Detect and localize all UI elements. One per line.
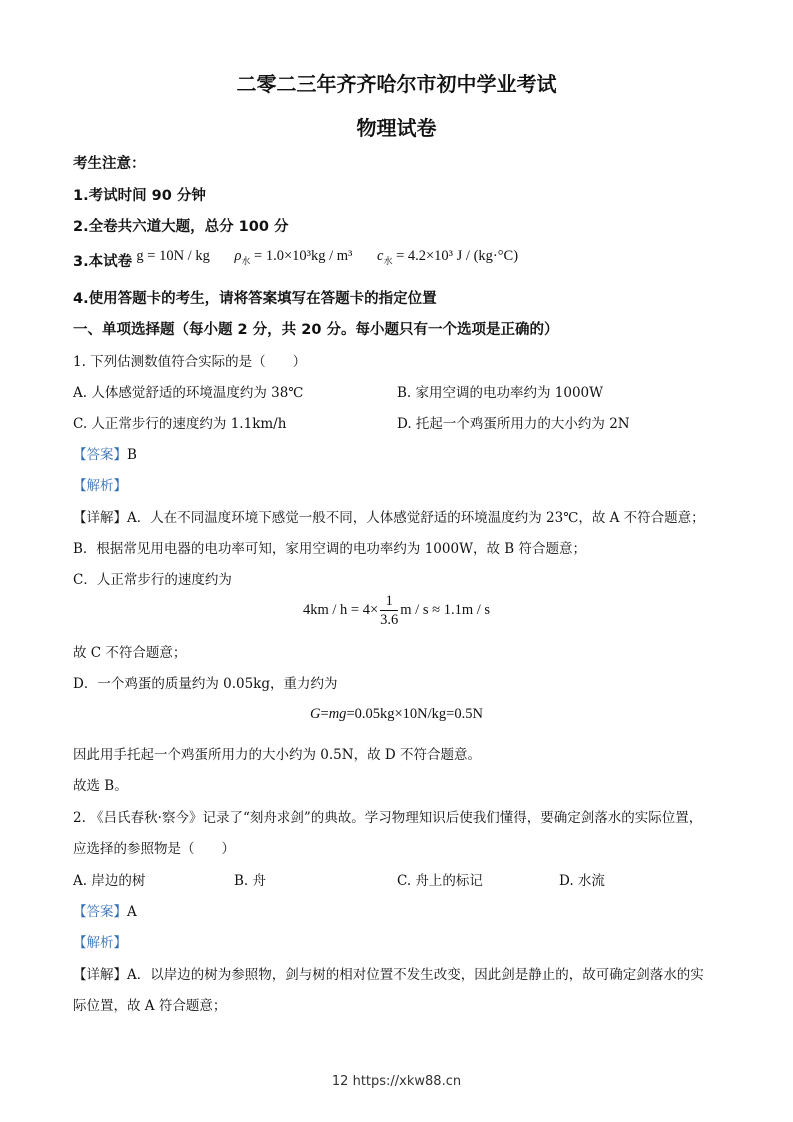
q1-option-c: C. 人正常步行的速度约为 1.1km/h: [73, 416, 287, 432]
note-item-3-prefix: 3.本试卷: [73, 254, 133, 270]
exam-subtitle: 物理试卷: [356, 116, 437, 140]
q1-stem: 1. 下列估测数值符合实际的是（ ）: [73, 354, 307, 370]
q1-detail-d2: 因此用手托起一个鸡蛋所用力的大小约为 0.5N，故 D 不符合题意。: [73, 747, 481, 763]
q1-option-a: A. 人体感觉舒适的环境温度约为 38℃: [73, 385, 304, 401]
notes-heading: 考生注意：: [73, 156, 146, 172]
q2-option-c: C. 舟上的标记: [397, 873, 483, 889]
note-item-2: 2.全卷共六道大题，总分 100 分: [73, 219, 289, 235]
q2-stem-line2: 应选择的参照物是（ ）: [73, 841, 235, 857]
q2-answer: 【答案】A: [73, 904, 137, 920]
q1-option-d: D. 托起一个鸡蛋所用力的大小约为 2N: [397, 416, 630, 432]
q2-stem-line1: 2. 《吕氏春秋·察今》记录了“刻舟求剑”的典故。学习物理知识后使我们懂得，要确定剑落水的实际位置，: [73, 810, 703, 826]
note-item-3: [73, 248, 518, 271]
q2-option-a: A. 岸边的树: [73, 873, 146, 889]
q1-analysis-tag: 【解析】: [73, 478, 127, 494]
exam-title: 二零二三年齐齐哈尔市初中学业考试: [236, 72, 557, 96]
note-item-4: 4.使用答题卡的考生，请将答案填写在答题卡的指定位置: [73, 291, 437, 307]
q1-formula-speed: 4km / h = 4× $\frac{1}{3.6}$ m / s ≈ 1.1m / s: [302, 593, 491, 628]
page-footer: 12 https://xkw88.cn: [331, 1074, 462, 1089]
constant-g: g = 10N / kg: [136, 248, 210, 264]
q1-detail-c: C．人正常步行的速度约为: [73, 572, 232, 588]
q1-formula-gravity: G=mg=0.05kg×10N/kg=0.5N: [310, 706, 483, 722]
q2-detail-a-line1: 【详解】A．以岸边的树为参照物，剑与树的相对位置不发生改变，因此剑是静止的，故可确定剑落水的实: [73, 967, 704, 983]
q1-answer: 【答案】B: [73, 447, 137, 463]
q1-conclusion: 故选 B。: [73, 778, 128, 794]
note-item-1: 1.考试时间 90 分钟: [73, 188, 206, 204]
q2-option-d: D. 水流: [559, 873, 605, 889]
q1-detail-b: B．根据常见用电器的电功率可知，家用空调的电功率约为 1000W，故 B 符合题意；: [73, 541, 586, 557]
section-heading: 一、单项选择题（每小题 2 分，共 20 分。每小题只有一个选项是正确的）: [73, 322, 559, 338]
q1-detail-d: D．一个鸡蛋的质量约为 0.05kg，重力约为: [73, 676, 338, 692]
q2-option-b: B. 舟: [234, 873, 267, 889]
q2-analysis-tag: 【解析】: [73, 935, 127, 951]
q1-detail-a: 【详解】A．人在不同温度环境下感觉一般不同，人体感觉舒适的环境温度约为 23℃，故 A 不符合题意；: [73, 510, 705, 526]
q1-detail-c2: 故 C 不符合题意；: [73, 645, 187, 661]
q1-option-b: B. 家用空调的电功率约为 1000W: [397, 385, 604, 401]
constant-rho: $\rho_水 = 1.0\times 10^3kg / m^3$: [234, 248, 353, 266]
q2-detail-a-line2: 际位置，故 A 符合题意；: [73, 998, 227, 1014]
constant-c: $c_水 = 4.2\times 10^3$ J / (kg·°C): [377, 248, 519, 266]
